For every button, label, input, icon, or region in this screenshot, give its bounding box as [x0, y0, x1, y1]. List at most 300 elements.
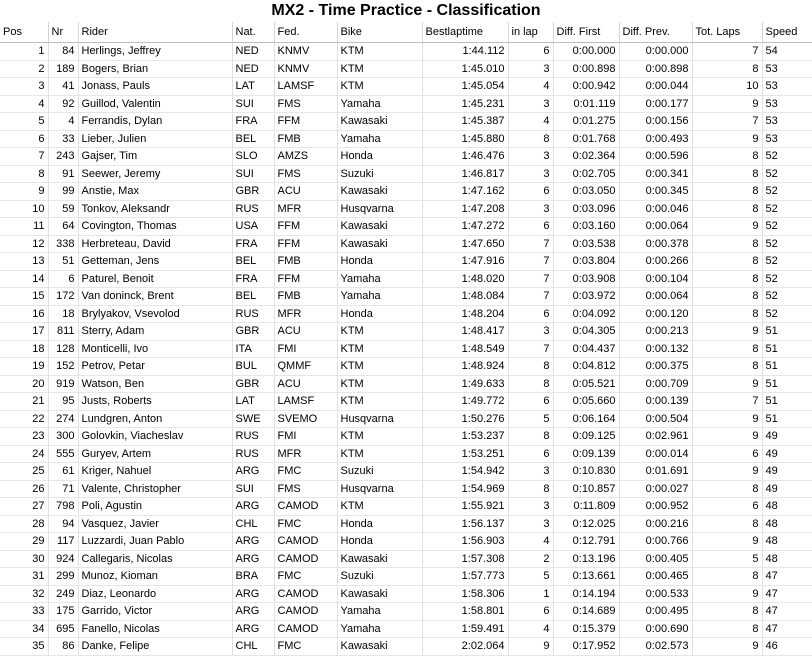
header-speed: Speed — [762, 22, 812, 43]
cell-in-lap: 8 — [508, 130, 553, 148]
cell-fed: FMB — [274, 253, 337, 271]
cell-pos: 21 — [0, 393, 48, 411]
table-row — [0, 550, 812, 568]
cell-diff-first: 0:05.660 — [553, 393, 619, 411]
cell-bike: KTM — [337, 445, 422, 463]
cell-in-lap: 7 — [508, 253, 553, 271]
header-nr: Nr — [48, 22, 78, 43]
cell-rider: Guryev, Artem — [78, 445, 232, 463]
cell-speed: 51 — [762, 358, 812, 376]
cell-nr: 300 — [48, 428, 78, 446]
cell-diff-prev: 0:00.345 — [619, 183, 692, 201]
table-row — [0, 340, 812, 358]
cell-diff-first: 0:12.791 — [553, 533, 619, 551]
cell-bike: Kawasaki — [337, 638, 422, 656]
cell-diff-prev: 0:00.046 — [619, 200, 692, 218]
cell-bestlaptime: 1:47.272 — [422, 218, 508, 236]
cell-diff-first: 0:06.164 — [553, 410, 619, 428]
cell-pos: 31 — [0, 568, 48, 586]
cell-rider: Gajser, Tim — [78, 148, 232, 166]
cell-speed: 52 — [762, 235, 812, 253]
cell-diff-prev: 0:00.378 — [619, 235, 692, 253]
cell-diff-first: 0:03.050 — [553, 183, 619, 201]
cell-pos: 26 — [0, 480, 48, 498]
cell-diff-prev: 0:00.014 — [619, 445, 692, 463]
cell-nr: 91 — [48, 165, 78, 183]
cell-fed: CAMOD — [274, 620, 337, 638]
cell-bestlaptime: 1:47.162 — [422, 183, 508, 201]
cell-in-lap: 6 — [508, 305, 553, 323]
cell-diff-prev: 0:01.691 — [619, 463, 692, 481]
cell-nr: 59 — [48, 200, 78, 218]
cell-diff-prev: 0:00.533 — [619, 585, 692, 603]
table-row — [0, 305, 812, 323]
cell-nr: 811 — [48, 323, 78, 341]
cell-nr: 6 — [48, 270, 78, 288]
cell-bike: KTM — [337, 358, 422, 376]
cell-diff-first: 0:04.305 — [553, 323, 619, 341]
cell-tot-laps: 8 — [692, 183, 762, 201]
cell-bestlaptime: 1:46.476 — [422, 148, 508, 166]
cell-fed: FFM — [274, 113, 337, 131]
cell-in-lap: 3 — [508, 148, 553, 166]
cell-speed: 48 — [762, 550, 812, 568]
cell-rider: Van doninck, Brent — [78, 288, 232, 306]
cell-nr: 924 — [48, 550, 78, 568]
cell-rider: Herlings, Jeffrey — [78, 43, 232, 61]
table-row — [0, 113, 812, 131]
table-row — [0, 148, 812, 166]
cell-tot-laps: 7 — [692, 393, 762, 411]
table-row — [0, 60, 812, 78]
cell-speed: 53 — [762, 130, 812, 148]
cell-bestlaptime: 1:49.633 — [422, 375, 508, 393]
cell-rider: Getteman, Jens — [78, 253, 232, 271]
table-row — [0, 270, 812, 288]
cell-rider: Tonkov, Aleksandr — [78, 200, 232, 218]
cell-fed: FFM — [274, 235, 337, 253]
cell-bestlaptime: 1:54.942 — [422, 463, 508, 481]
cell-rider: Sterry, Adam — [78, 323, 232, 341]
cell-bestlaptime: 1:45.010 — [422, 60, 508, 78]
cell-speed: 52 — [762, 305, 812, 323]
cell-pos: 5 — [0, 113, 48, 131]
cell-speed: 53 — [762, 60, 812, 78]
cell-fed: FMC — [274, 463, 337, 481]
cell-diff-first: 0:00.942 — [553, 78, 619, 96]
cell-diff-prev: 0:00.266 — [619, 253, 692, 271]
cell-nr: 798 — [48, 498, 78, 516]
cell-bestlaptime: 1:48.549 — [422, 340, 508, 358]
cell-bestlaptime: 1:58.801 — [422, 603, 508, 621]
cell-bike: Yamaha — [337, 270, 422, 288]
cell-pos: 19 — [0, 358, 48, 376]
cell-rider: Bogers, Brian — [78, 60, 232, 78]
cell-diff-first: 0:03.972 — [553, 288, 619, 306]
cell-in-lap: 7 — [508, 288, 553, 306]
cell-speed: 49 — [762, 480, 812, 498]
cell-rider: Brylyakov, Vsevolod — [78, 305, 232, 323]
cell-tot-laps: 9 — [692, 533, 762, 551]
cell-pos: 32 — [0, 585, 48, 603]
cell-tot-laps: 9 — [692, 130, 762, 148]
cell-bike: Yamaha — [337, 95, 422, 113]
cell-bike: KTM — [337, 60, 422, 78]
cell-diff-first: 0:02.705 — [553, 165, 619, 183]
cell-pos: 27 — [0, 498, 48, 516]
cell-bike: Suzuki — [337, 568, 422, 586]
cell-fed: ACU — [274, 375, 337, 393]
cell-bestlaptime: 1:58.306 — [422, 585, 508, 603]
page-title: MX2 - Time Practice - Classification — [271, 2, 541, 19]
cell-bestlaptime: 2:02.064 — [422, 638, 508, 656]
cell-tot-laps: 10 — [692, 78, 762, 96]
cell-speed: 46 — [762, 638, 812, 656]
table-row — [0, 603, 812, 621]
cell-in-lap: 8 — [508, 428, 553, 446]
cell-nat: NED — [232, 60, 274, 78]
cell-rider: Poli, Agustin — [78, 498, 232, 516]
cell-rider: Vasquez, Javier — [78, 515, 232, 533]
cell-pos: 24 — [0, 445, 48, 463]
cell-diff-first: 0:05.521 — [553, 375, 619, 393]
cell-tot-laps: 8 — [692, 603, 762, 621]
cell-diff-prev: 0:00.690 — [619, 620, 692, 638]
cell-bike: KTM — [337, 43, 422, 61]
cell-rider: Diaz, Leonardo — [78, 585, 232, 603]
table-row — [0, 463, 812, 481]
cell-speed: 52 — [762, 288, 812, 306]
cell-in-lap: 3 — [508, 60, 553, 78]
cell-speed: 49 — [762, 463, 812, 481]
cell-pos: 8 — [0, 165, 48, 183]
cell-bike: Kawasaki — [337, 235, 422, 253]
cell-pos: 22 — [0, 410, 48, 428]
cell-diff-first: 0:01.768 — [553, 130, 619, 148]
table-row — [0, 95, 812, 113]
cell-rider: Valente, Christopher — [78, 480, 232, 498]
cell-fed: MFR — [274, 305, 337, 323]
cell-nr: 18 — [48, 305, 78, 323]
cell-speed: 52 — [762, 148, 812, 166]
cell-tot-laps: 8 — [692, 568, 762, 586]
classification-table — [0, 22, 812, 656]
cell-diff-first: 0:14.194 — [553, 585, 619, 603]
table-row — [0, 323, 812, 341]
cell-speed: 47 — [762, 603, 812, 621]
cell-speed: 52 — [762, 165, 812, 183]
cell-speed: 53 — [762, 95, 812, 113]
cell-nat: FRA — [232, 235, 274, 253]
cell-rider: Watson, Ben — [78, 375, 232, 393]
table-row — [0, 410, 812, 428]
cell-rider: Callegaris, Nicolas — [78, 550, 232, 568]
cell-tot-laps: 8 — [692, 340, 762, 358]
cell-nat: USA — [232, 218, 274, 236]
cell-nat: ARG — [232, 550, 274, 568]
cell-bike: KTM — [337, 428, 422, 446]
cell-in-lap: 6 — [508, 603, 553, 621]
cell-in-lap: 6 — [508, 183, 553, 201]
cell-bike: Kawasaki — [337, 550, 422, 568]
cell-tot-laps: 8 — [692, 305, 762, 323]
cell-tot-laps: 8 — [692, 253, 762, 271]
cell-diff-first: 0:10.830 — [553, 463, 619, 481]
cell-nat: LAT — [232, 393, 274, 411]
cell-diff-prev: 0:00.375 — [619, 358, 692, 376]
cell-bestlaptime: 1:54.969 — [422, 480, 508, 498]
cell-in-lap: 3 — [508, 95, 553, 113]
cell-in-lap: 6 — [508, 393, 553, 411]
cell-bike: Honda — [337, 305, 422, 323]
cell-nr: 99 — [48, 183, 78, 201]
header-in-lap: in lap — [508, 22, 553, 43]
cell-rider: Lundgren, Anton — [78, 410, 232, 428]
cell-fed: QMMF — [274, 358, 337, 376]
cell-fed: CAMOD — [274, 498, 337, 516]
cell-speed: 51 — [762, 340, 812, 358]
cell-pos: 23 — [0, 428, 48, 446]
cell-rider: Anstie, Max — [78, 183, 232, 201]
cell-bike: Kawasaki — [337, 183, 422, 201]
cell-bike: Honda — [337, 515, 422, 533]
cell-nr: 84 — [48, 43, 78, 61]
cell-fed: MFR — [274, 445, 337, 463]
cell-tot-laps: 8 — [692, 235, 762, 253]
cell-diff-first: 0:03.804 — [553, 253, 619, 271]
cell-tot-laps: 9 — [692, 410, 762, 428]
cell-nat: ARG — [232, 498, 274, 516]
header-diff-prev: Diff. Prev. — [619, 22, 692, 43]
cell-tot-laps: 9 — [692, 463, 762, 481]
cell-nr: 117 — [48, 533, 78, 551]
cell-bike: KTM — [337, 323, 422, 341]
cell-pos: 6 — [0, 130, 48, 148]
cell-fed: FMI — [274, 340, 337, 358]
cell-in-lap: 3 — [508, 515, 553, 533]
cell-nr: 94 — [48, 515, 78, 533]
cell-diff-prev: 0:00.495 — [619, 603, 692, 621]
cell-tot-laps: 9 — [692, 323, 762, 341]
cell-rider: Ferrandis, Dylan — [78, 113, 232, 131]
cell-diff-first: 0:14.689 — [553, 603, 619, 621]
cell-diff-prev: 0:00.504 — [619, 410, 692, 428]
cell-nat: RUS — [232, 200, 274, 218]
cell-nr: 919 — [48, 375, 78, 393]
header-diff-first: Diff. First — [553, 22, 619, 43]
cell-in-lap: 4 — [508, 620, 553, 638]
cell-nat: SUI — [232, 165, 274, 183]
cell-nr: 86 — [48, 638, 78, 656]
cell-nat: NED — [232, 43, 274, 61]
cell-bike: Yamaha — [337, 620, 422, 638]
cell-bike: Yamaha — [337, 603, 422, 621]
cell-nat: BRA — [232, 568, 274, 586]
cell-diff-prev: 0:00.709 — [619, 375, 692, 393]
cell-speed: 48 — [762, 533, 812, 551]
cell-in-lap: 3 — [508, 165, 553, 183]
cell-diff-first: 0:03.160 — [553, 218, 619, 236]
cell-nr: 274 — [48, 410, 78, 428]
cell-nr: 172 — [48, 288, 78, 306]
cell-nr: 41 — [48, 78, 78, 96]
cell-in-lap: 8 — [508, 358, 553, 376]
cell-diff-first: 0:09.139 — [553, 445, 619, 463]
cell-pos: 30 — [0, 550, 48, 568]
cell-tot-laps: 8 — [692, 620, 762, 638]
cell-tot-laps: 7 — [692, 113, 762, 131]
cell-tot-laps: 6 — [692, 445, 762, 463]
cell-fed: MFR — [274, 200, 337, 218]
cell-bestlaptime: 1:57.773 — [422, 568, 508, 586]
cell-in-lap: 3 — [508, 498, 553, 516]
cell-rider: Petrov, Petar — [78, 358, 232, 376]
cell-tot-laps: 8 — [692, 480, 762, 498]
cell-diff-first: 0:01.275 — [553, 113, 619, 131]
cell-speed: 52 — [762, 183, 812, 201]
cell-pos: 7 — [0, 148, 48, 166]
cell-bestlaptime: 1:46.817 — [422, 165, 508, 183]
cell-in-lap: 2 — [508, 550, 553, 568]
cell-pos: 16 — [0, 305, 48, 323]
cell-in-lap: 9 — [508, 638, 553, 656]
cell-rider: Danke, Felipe — [78, 638, 232, 656]
cell-bike: KTM — [337, 340, 422, 358]
cell-diff-first: 0:02.364 — [553, 148, 619, 166]
cell-diff-first: 0:04.437 — [553, 340, 619, 358]
cell-nat: GBR — [232, 323, 274, 341]
cell-diff-prev: 0:00.132 — [619, 340, 692, 358]
cell-rider: Lieber, Julien — [78, 130, 232, 148]
cell-diff-first: 0:12.025 — [553, 515, 619, 533]
cell-nat: ARG — [232, 463, 274, 481]
cell-in-lap: 6 — [508, 218, 553, 236]
cell-fed: LAMSF — [274, 78, 337, 96]
table-row — [0, 428, 812, 446]
table-row — [0, 183, 812, 201]
cell-nat: BEL — [232, 130, 274, 148]
table-row — [0, 445, 812, 463]
cell-fed: FMB — [274, 130, 337, 148]
cell-in-lap: 6 — [508, 43, 553, 61]
table-row — [0, 130, 812, 148]
cell-speed: 47 — [762, 620, 812, 638]
cell-tot-laps: 8 — [692, 270, 762, 288]
cell-diff-first: 0:00.000 — [553, 43, 619, 61]
cell-diff-prev: 0:00.216 — [619, 515, 692, 533]
cell-fed: ACU — [274, 323, 337, 341]
cell-diff-prev: 0:00.044 — [619, 78, 692, 96]
cell-bike: Suzuki — [337, 463, 422, 481]
cell-bike: Yamaha — [337, 130, 422, 148]
cell-nat: FRA — [232, 113, 274, 131]
cell-diff-prev: 0:00.405 — [619, 550, 692, 568]
cell-diff-first: 0:17.952 — [553, 638, 619, 656]
cell-speed: 54 — [762, 43, 812, 61]
cell-nr: 51 — [48, 253, 78, 271]
cell-in-lap: 5 — [508, 568, 553, 586]
cell-bike: Husqvarna — [337, 410, 422, 428]
table-row — [0, 638, 812, 656]
cell-speed: 51 — [762, 410, 812, 428]
cell-bike: Honda — [337, 533, 422, 551]
cell-rider: Seewer, Jeremy — [78, 165, 232, 183]
cell-in-lap: 5 — [508, 410, 553, 428]
cell-nat: BUL — [232, 358, 274, 376]
table-row — [0, 253, 812, 271]
cell-diff-prev: 0:00.493 — [619, 130, 692, 148]
cell-rider: Herbreteau, David — [78, 235, 232, 253]
table-row — [0, 235, 812, 253]
header-tot-laps: Tot. Laps — [692, 22, 762, 43]
cell-speed: 48 — [762, 515, 812, 533]
cell-bestlaptime: 1:59.491 — [422, 620, 508, 638]
cell-diff-first: 0:15.379 — [553, 620, 619, 638]
cell-pos: 29 — [0, 533, 48, 551]
cell-tot-laps: 8 — [692, 148, 762, 166]
cell-bestlaptime: 1:57.308 — [422, 550, 508, 568]
cell-pos: 4 — [0, 95, 48, 113]
cell-nr: 64 — [48, 218, 78, 236]
cell-tot-laps: 9 — [692, 638, 762, 656]
cell-diff-prev: 0:00.766 — [619, 533, 692, 551]
cell-pos: 33 — [0, 603, 48, 621]
cell-nat: RUS — [232, 305, 274, 323]
cell-nr: 243 — [48, 148, 78, 166]
cell-bike: Suzuki — [337, 165, 422, 183]
cell-bike: Kawasaki — [337, 113, 422, 131]
cell-bestlaptime: 1:47.208 — [422, 200, 508, 218]
cell-fed: CAMOD — [274, 533, 337, 551]
cell-diff-prev: 0:00.064 — [619, 218, 692, 236]
cell-speed: 48 — [762, 498, 812, 516]
cell-speed: 47 — [762, 568, 812, 586]
cell-in-lap: 3 — [508, 463, 553, 481]
cell-bestlaptime: 1:56.137 — [422, 515, 508, 533]
cell-bike: Kawasaki — [337, 218, 422, 236]
cell-bestlaptime: 1:44.112 — [422, 43, 508, 61]
cell-diff-prev: 0:00.213 — [619, 323, 692, 341]
cell-bestlaptime: 1:48.417 — [422, 323, 508, 341]
cell-nat: ARG — [232, 603, 274, 621]
cell-rider: Fanello, Nicolas — [78, 620, 232, 638]
cell-tot-laps: 6 — [692, 498, 762, 516]
cell-tot-laps: 9 — [692, 585, 762, 603]
cell-diff-first: 0:13.196 — [553, 550, 619, 568]
cell-speed: 51 — [762, 323, 812, 341]
cell-nat: ARG — [232, 585, 274, 603]
cell-nat: FRA — [232, 270, 274, 288]
cell-pos: 28 — [0, 515, 48, 533]
cell-bestlaptime: 1:48.084 — [422, 288, 508, 306]
cell-pos: 9 — [0, 183, 48, 201]
cell-pos: 13 — [0, 253, 48, 271]
cell-fed: FFM — [274, 218, 337, 236]
cell-rider: Paturel, Benoit — [78, 270, 232, 288]
table-row — [0, 375, 812, 393]
cell-nat: BEL — [232, 288, 274, 306]
table-row — [0, 43, 812, 61]
cell-rider: Luzzardi, Juan Pablo — [78, 533, 232, 551]
cell-tot-laps: 8 — [692, 165, 762, 183]
cell-bestlaptime: 1:47.916 — [422, 253, 508, 271]
cell-nr: 61 — [48, 463, 78, 481]
cell-nat: ITA — [232, 340, 274, 358]
cell-fed: KNMV — [274, 60, 337, 78]
cell-pos: 35 — [0, 638, 48, 656]
cell-diff-prev: 0:00.120 — [619, 305, 692, 323]
cell-diff-prev: 0:00.027 — [619, 480, 692, 498]
